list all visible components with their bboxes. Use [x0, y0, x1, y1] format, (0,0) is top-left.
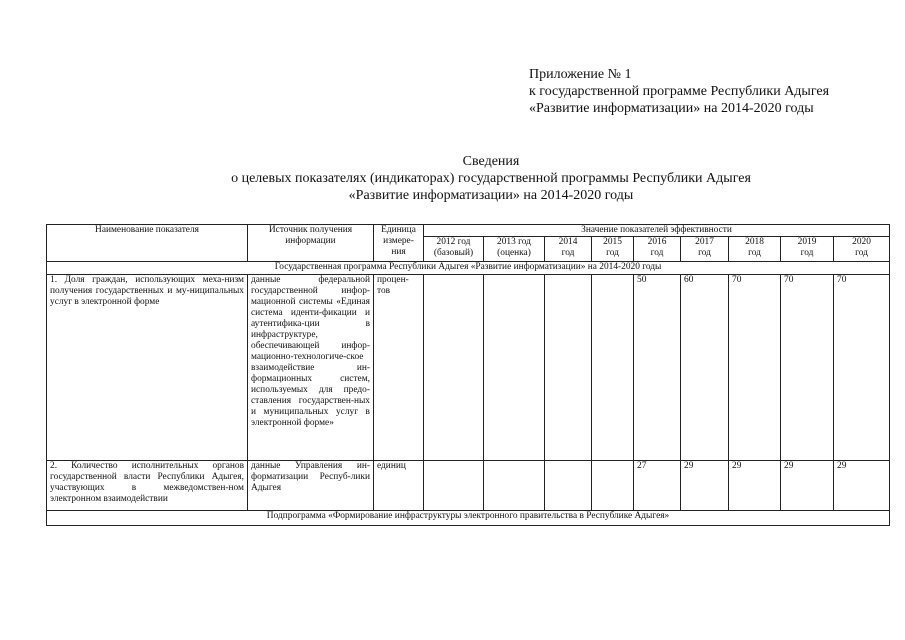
value-cell: [424, 461, 484, 511]
value-cell: 60: [681, 275, 729, 461]
year-cell: 2020 год: [834, 237, 890, 262]
value-cell: [424, 275, 484, 461]
section-title-subprogram: Подпрограмма «Формирование инфраструктуры электронного правительства в Республике Адыгея»: [47, 511, 890, 526]
year-cell: 2019 год: [781, 237, 834, 262]
appendix-program-title: «Развитие информатизации» на 2014-2020 годы: [529, 101, 814, 116]
indicator-unit: единиц: [374, 461, 424, 511]
value-cell: 70: [729, 275, 781, 461]
value-cell: 29: [729, 461, 781, 511]
value-cell: 50: [634, 275, 681, 461]
value-cell: [592, 275, 634, 461]
section-row: [47, 511, 890, 526]
table-row: [47, 461, 890, 511]
value-cell: [545, 275, 592, 461]
year-cell: 2016 год: [634, 237, 681, 262]
value-cell: [484, 275, 545, 461]
appendix-number: Приложение № 1: [529, 67, 632, 82]
table-row: [47, 275, 890, 461]
indicator-source: данные федеральной государственной инфор-мационной системы «Единая система иденти-фикации и аутентифика-ции в инфраструктуре, обеспечивающей инфор-мационно-технологиче-ское взаимодействие ин-формационных систем, используемых для предо-ставления государствен-ных и муниципальных услуг в электронной форме»: [248, 275, 374, 461]
value-cell: 29: [781, 461, 834, 511]
section-title-program: Государственная программа Республики Адыгея «Развитие информатизации» на 2014-2020 годы: [47, 262, 890, 275]
table-header-row: [47, 225, 890, 237]
document-heading: [46, 153, 905, 204]
header-unit: Единица измере-ния: [374, 225, 424, 262]
heading-subtitle: о целевых показателях (индикаторах) государственной программы Республики Адыгея: [231, 171, 751, 186]
value-cell: [545, 461, 592, 511]
appendix-program-ref: к государственной программе Республики Адыгея: [529, 84, 830, 99]
year-cell: 2018 год: [729, 237, 781, 262]
year-cell: 2014 год: [545, 237, 592, 262]
value-cell: 29: [834, 461, 890, 511]
year-cell: 2012 год (базовый): [424, 237, 484, 262]
value-cell: 27: [634, 461, 681, 511]
indicator-unit: процен-тов: [374, 275, 424, 461]
heading-title: Сведения: [462, 154, 520, 169]
value-cell: [484, 461, 545, 511]
heading-program: «Развитие информатизации» на 2014-2020 годы: [348, 188, 634, 203]
value-cell: 70: [834, 275, 890, 461]
header-source: Источник получения информации: [248, 225, 374, 262]
value-cell: [592, 461, 634, 511]
indicators-table: [46, 224, 890, 526]
year-cell: 2017 год: [681, 237, 729, 262]
indicator-name: 2. Количество исполнительных органов государственной власти Республики Адыгея, участвующих в межведомствен-ном электронном взаимодействии: [47, 461, 248, 511]
year-cell: 2015 год: [592, 237, 634, 262]
header-name: Наименование показателя: [47, 225, 248, 262]
section-row: [47, 262, 890, 275]
indicator-source: данные Управления ин-форматизации Респуб-лики Адыгея: [248, 461, 374, 511]
indicator-name: 1. Доля граждан, использующих меха-низм получения государственных и му-ниципальных услуг в электронной форме: [47, 275, 248, 461]
year-cell: 2013 год (оценка): [484, 237, 545, 262]
header-values: Значение показателей эффективности: [424, 225, 890, 237]
value-cell: 70: [781, 275, 834, 461]
value-cell: 29: [681, 461, 729, 511]
appendix-block: [529, 66, 829, 117]
